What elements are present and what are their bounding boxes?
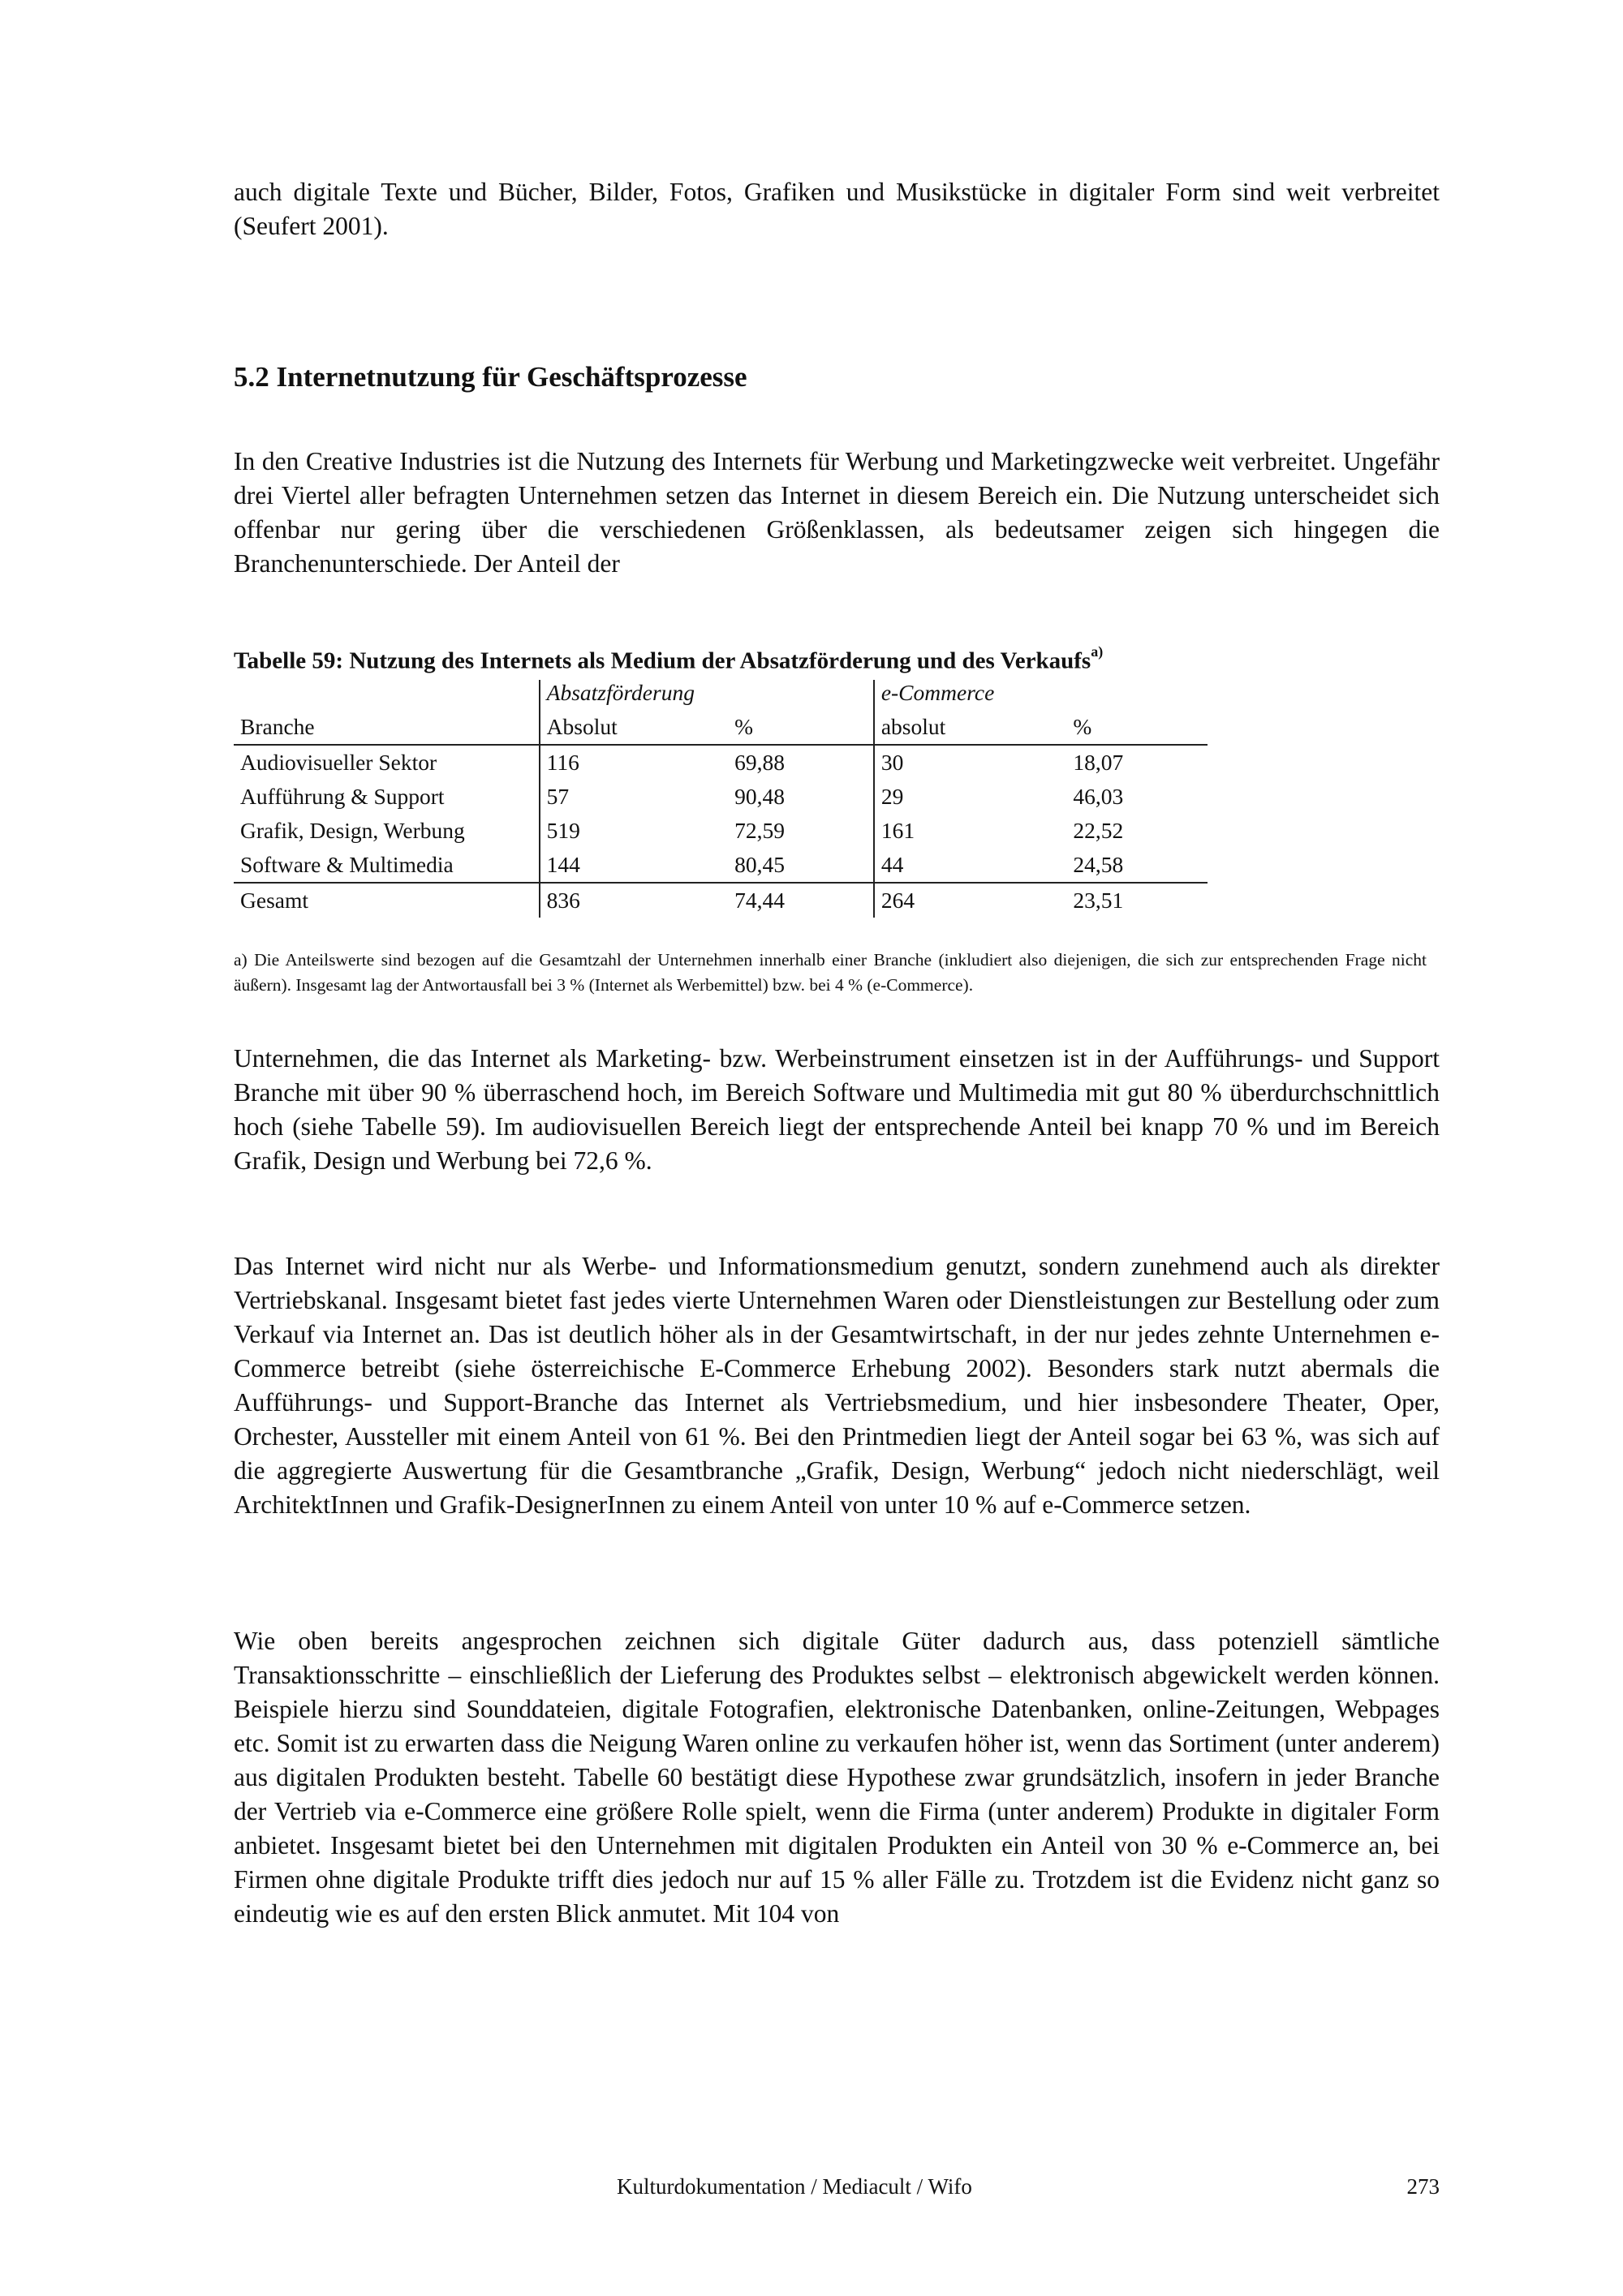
column-header: Branche bbox=[234, 710, 540, 745]
table-group-header-row bbox=[234, 680, 1208, 710]
table-cell: 72,59 bbox=[734, 818, 785, 843]
table-cell: 161 bbox=[874, 814, 1067, 848]
group-header-absatzfoerderung: Absatzförderung bbox=[540, 680, 874, 710]
paragraph-1: In den Creative Industries ist die Nutzung des Internets für Werbung und Marketingzwecke weit verbreitet. Ungefähr drei Viertel aller befragten Unternehmen setzen das Internet in diesem Bereich ein. Die Nutzung unterscheidet sich offenbar nur gering über die verschiedenen Größenklassen, als bedeutsamer zeigen sich hingegen die Branchenunterschiede. Der Anteil der bbox=[234, 447, 1440, 578]
table-cell: 69,88 bbox=[734, 750, 785, 775]
table-cell: 44 bbox=[874, 848, 1067, 883]
group-header-empty bbox=[234, 680, 540, 710]
table-cell: 22,52 bbox=[1073, 818, 1124, 843]
table-cell: 74,44 bbox=[734, 888, 785, 913]
table-cell: 23,51 bbox=[1073, 888, 1124, 913]
table-cell: 264 bbox=[874, 883, 1067, 918]
table-cell: 46,03 bbox=[1073, 784, 1124, 809]
paragraph-2: Unternehmen, die das Internet als Marketing- bzw. Werbeinstrument einsetzen ist in der Aufführungs- und Support Branche mit über 90 % überraschend hoch, im Bereich Software und Multimedia mit gut 80 % überdurchschnittlich hoch (siehe Tabelle 59). Im audiovisuellen Bereich liegt der entsprechende Anteil bei knapp 70 % und im Bereich Grafik, Design und Werbung bei 72,6 %. bbox=[234, 1044, 1440, 1175]
table-cell: 30 bbox=[874, 745, 1067, 780]
table-cell: Software & Multimedia bbox=[234, 848, 540, 883]
table-cell: Audiovisueller Sektor bbox=[240, 750, 437, 775]
paragraph-3: Das Internet wird nicht nur als Werbe- und Informationsmedium genutzt, sondern zunehmend auch als direkter Vertriebskanal. Insgesamt bietet fast jedes vierte Unternehmen Waren oder Dienstleistungen zur Bestellung oder zum Verkauf via Internet an. Das ist deutlich höher als in der Gesamtwirtschaft, in der nur jedes zehnte Unternehmen e-Commerce betreibt (siehe österreichische E-Commerce Erhebung 2002). Besonders stark nutzt abermals die Aufführungs- und Support-Branche das Internet als Vertriebsmedium, und hier insbesondere Theater, Oper, Orchester, Aussteller mit einem Anteil von 61 %. Bei den Printmedien liegt der Anteil sogar bei 63 %, was sich auf die aggregierte Auswertung für die Gesamtbranche „Grafik, Design, Werbung“ jedoch nicht niederschlägt, weil ArchitektInnen und Grafik-DesignerInnen zu einem Anteil von unter 10 % auf e-Commerce setzen. bbox=[234, 1252, 1440, 1519]
table-cell: 90,48 bbox=[734, 784, 785, 809]
column-header: Absolut bbox=[540, 710, 728, 745]
table-cell: 144 bbox=[540, 848, 728, 883]
table-caption-text: Tabelle 59: Nutzung des Internets als Medium der Absatzförderung und des Verkaufs bbox=[234, 647, 1091, 674]
table-cell: 80,45 bbox=[728, 848, 874, 883]
page-number: 273 bbox=[1406, 2174, 1440, 2199]
table-row bbox=[234, 848, 1208, 883]
table-cell: 57 bbox=[540, 780, 728, 814]
table-cell: Gesamt bbox=[240, 888, 309, 913]
table-cell: Aufführung & Support bbox=[240, 784, 445, 809]
column-header: % bbox=[1066, 710, 1208, 745]
table-cell: Grafik, Design, Werbung bbox=[240, 818, 465, 843]
paragraph-4: Wie oben bereits angesprochen zeichnen sich digitale Güter dadurch aus, dass potenziell sämtliche Transaktionsschritte – einschließlich der Lieferung des Produktes selbst – elektronisch abgewickelt werden können. Beispiele hierzu sind Sounddateien, digitale Fotografien, elektronische Datenbanken, online-Zeitungen, Webpages etc. Somit ist zu erwarten dass die Neigung Waren online zu verkaufen höher ist, wenn das Sortiment (unter anderem) aus digitalen Produkten besteht. Tabelle 60 bestätigt diese Hypothese zwar grundsätzlich, insofern in jeder Branche der Vertrieb via e-Commerce eine größere Rolle spielt, wenn die Firma (unter anderem) Produkte in digitaler Form anbietet. Insgesamt bietet bei den Unternehmen mit digitalen Produkten ein Anteil von 30 % e-Commerce an, bei Firmen ohne digitale Produkte trifft dies jedoch nur auf 15 % aller Fälle zu. Trotzdem ist die Evidenz nicht ganz so eindeutig wie es auf den ersten Blick anmutet. Mit 104 von bbox=[234, 1627, 1440, 1928]
intro-paragraph: auch digitale Texte und Bücher, Bilder, Fotos, Grafiken und Musikstücke in digitaler Form sind weit verbreitet (Seufert 2001). bbox=[234, 178, 1440, 240]
table-cell: 29 bbox=[874, 780, 1067, 814]
table-caption-mark: a) bbox=[1091, 643, 1104, 660]
table-row bbox=[234, 745, 1208, 780]
table-footnote: a) Die Anteilswerte sind bezogen auf die Gesamtzahl der Unternehmen innerhalb einer Branche (inkludiert also diejenigen, die sich zur entsprechenden Frage nicht äußern). Insgesamt lag der Antwortausfall bei 3 % (Internet als Werbemittel) bzw. bei 4 % (e-Commerce). bbox=[234, 950, 1427, 995]
table-caption bbox=[234, 639, 1103, 677]
table-59 bbox=[234, 680, 1208, 918]
table-cell: 18,07 bbox=[1073, 750, 1124, 775]
column-header: absolut bbox=[874, 710, 1067, 745]
table-row bbox=[234, 780, 1208, 814]
table-cell: 116 bbox=[540, 745, 728, 780]
table-cell: 24,58 bbox=[1066, 848, 1208, 883]
table-header-row bbox=[234, 710, 1208, 745]
document-page bbox=[234, 0, 1440, 2296]
table-row bbox=[234, 814, 1208, 848]
section-heading: 5.2 Internetnutzung für Geschäftsprozesse bbox=[234, 361, 747, 393]
column-header: % bbox=[728, 710, 874, 745]
table-cell: 519 bbox=[540, 814, 728, 848]
footer-source: Kulturdokumentation / Mediacult / Wifo bbox=[617, 2174, 972, 2199]
table-cell: 836 bbox=[540, 883, 728, 918]
group-header-ecommerce: e-Commerce bbox=[874, 680, 1208, 710]
table-total-row bbox=[234, 883, 1208, 918]
